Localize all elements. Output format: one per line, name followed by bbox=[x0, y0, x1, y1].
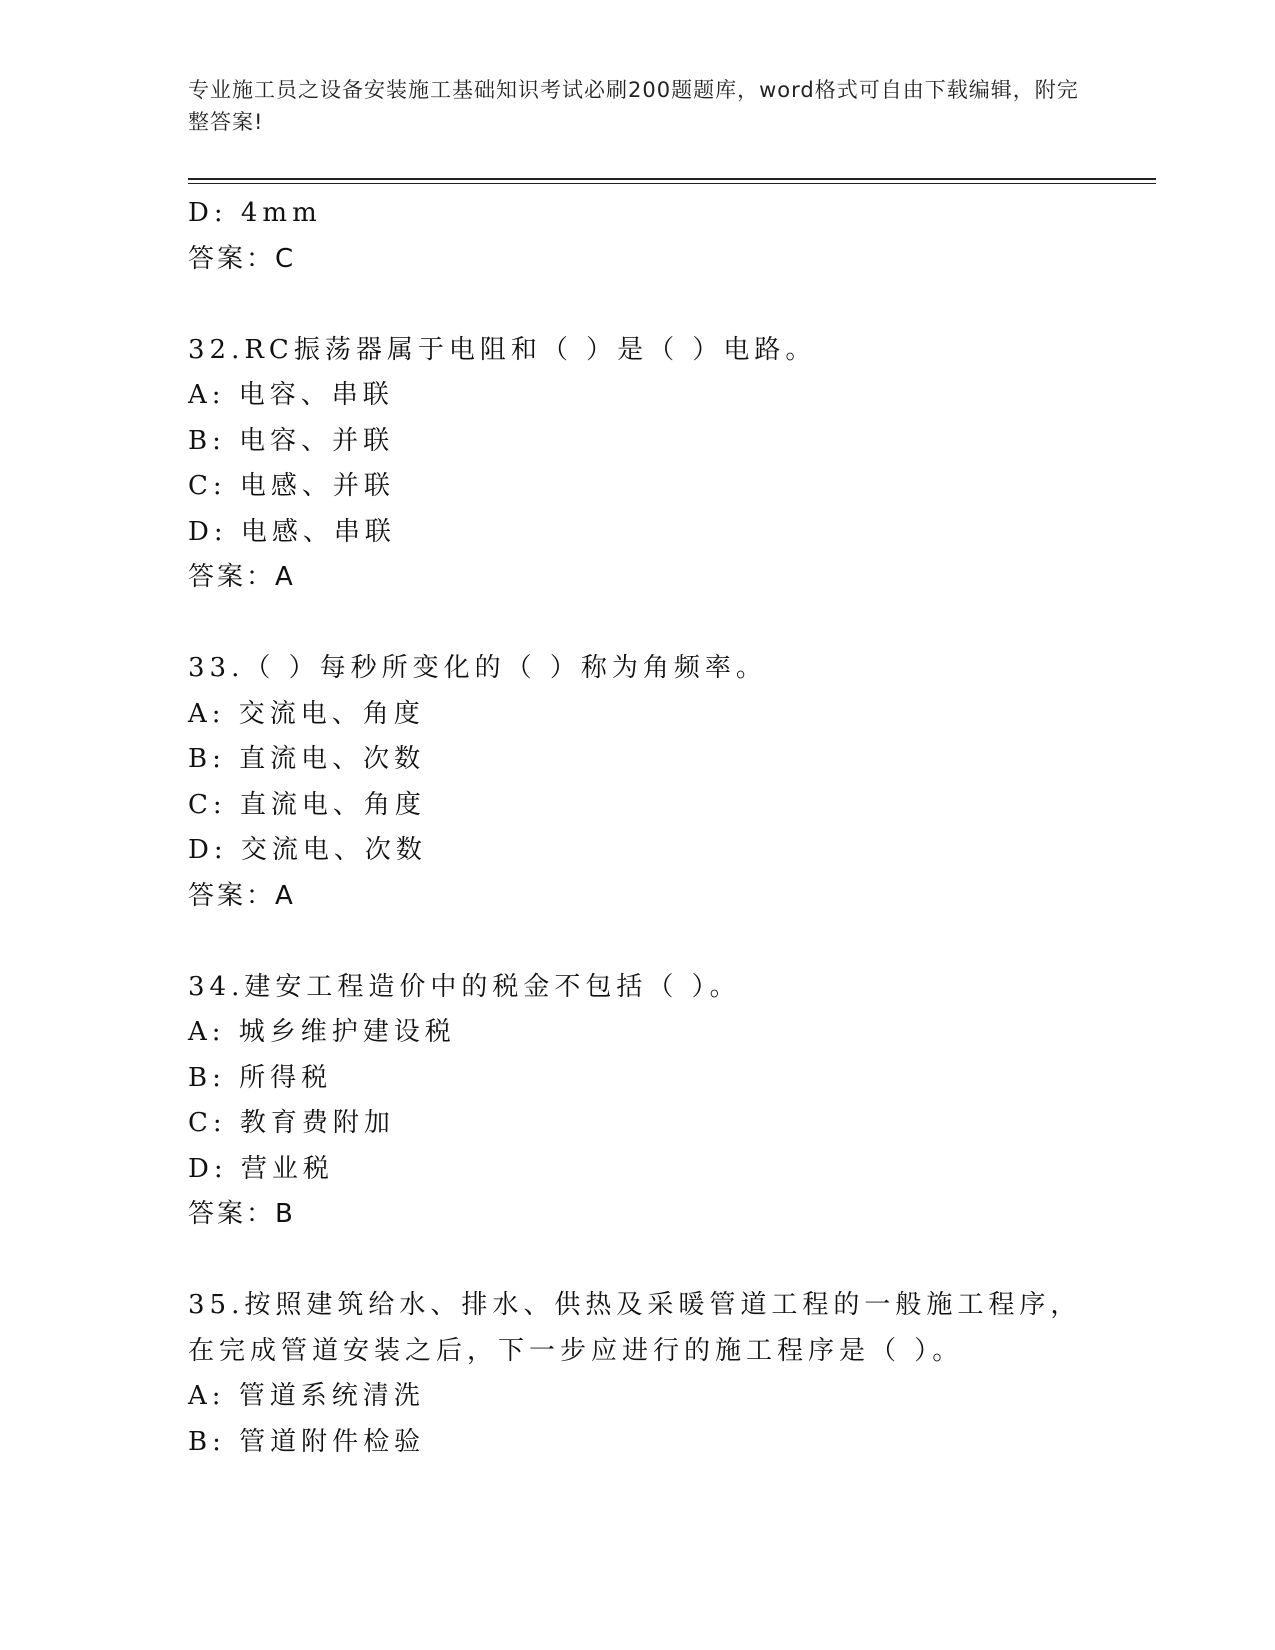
option-d: D: 交流电、次数 bbox=[188, 835, 427, 865]
page-header: 专业施工员之设备安装施工基础知识考试必刷200题题库，word格式可自由下载编辑，附完整答案! bbox=[188, 78, 1079, 134]
question-block-35 bbox=[188, 1283, 1088, 1465]
question-block-32 bbox=[188, 328, 1088, 601]
option-d: D: 4mm bbox=[188, 198, 322, 228]
option-b: B: 管道附件检验 bbox=[188, 1426, 426, 1457]
answer-line: 答案：A bbox=[188, 562, 296, 592]
option-c: C: 直流电、角度 bbox=[188, 789, 426, 820]
question-text: 34.建安工程造价中的税金不包括（ ）。 bbox=[188, 971, 741, 1002]
answer-line: 答案：B bbox=[188, 1199, 296, 1229]
question-text: 32.RC振荡器属于电阻和（ ）是（ ）电路。 bbox=[188, 334, 817, 365]
option-d: D: 电感、串联 bbox=[188, 516, 396, 547]
option-d: D: 营业税 bbox=[188, 1153, 334, 1184]
option-a: A: 城乡维护建设税 bbox=[188, 1017, 456, 1047]
question-block-31 bbox=[188, 191, 1088, 282]
question-block-34 bbox=[188, 965, 1088, 1238]
option-a: A: 电容、串联 bbox=[188, 380, 394, 410]
question-text: 33.（ ）每秒所变化的（ ）称为角频率。 bbox=[188, 653, 767, 683]
option-b: B: 电容、并联 bbox=[188, 425, 395, 456]
option-b: B: 所得税 bbox=[188, 1062, 333, 1093]
option-a: A: 交流电、角度 bbox=[188, 698, 425, 729]
option-c: C: 电感、并联 bbox=[188, 471, 395, 501]
option-a: A: 管道系统清洗 bbox=[188, 1381, 425, 1411]
question-list bbox=[188, 191, 1088, 1465]
header-divider-thin bbox=[188, 183, 1156, 184]
header-divider bbox=[188, 178, 1156, 180]
answer-line: 答案：C bbox=[188, 243, 297, 274]
question-block-33 bbox=[188, 646, 1088, 919]
answer-line: 答案：A bbox=[188, 880, 296, 911]
question-text: 35.按照建筑给水、排水、供热及采暖管道工程的一般施工程序，在完成管道安装之后，下一步应进行的施工程序是（ ）。 bbox=[188, 1290, 1082, 1366]
option-c: C: 教育费附加 bbox=[188, 1108, 395, 1138]
option-b: B: 直流电、次数 bbox=[188, 744, 426, 774]
